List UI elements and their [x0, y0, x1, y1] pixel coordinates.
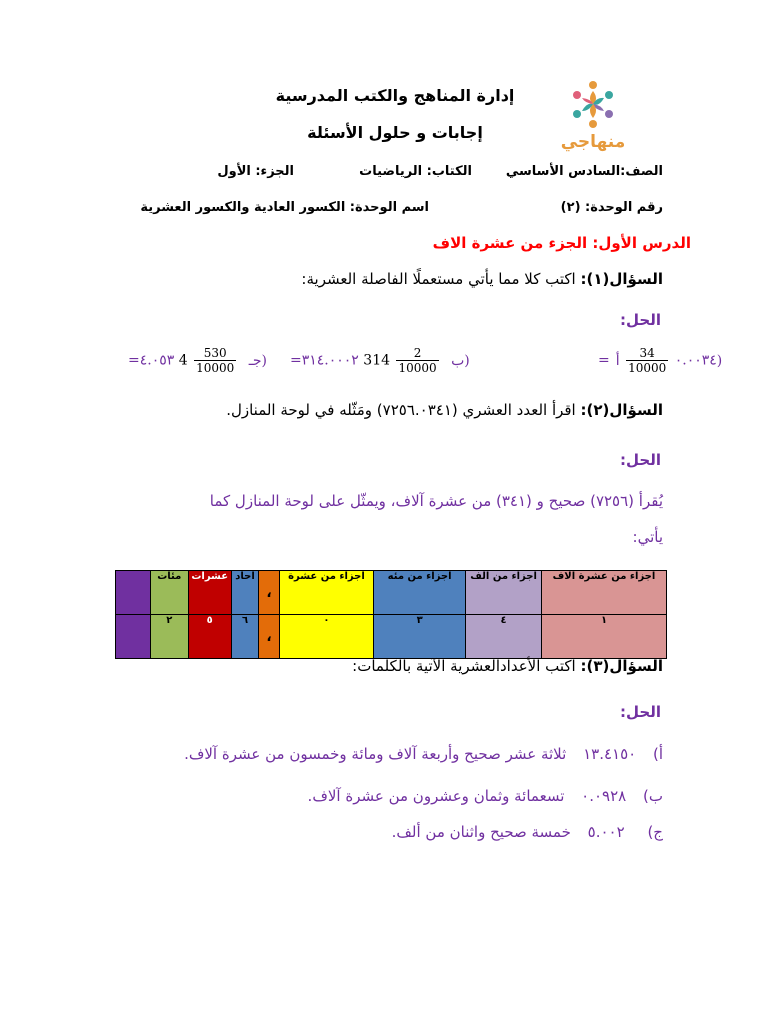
unit-number: رقم الوحدة: (٢) [560, 200, 663, 215]
q1-c-whole: 4 [178, 352, 188, 369]
q3-a-number: ١٣.٤١٥٠ [583, 745, 637, 763]
pv-header-0 [116, 571, 151, 615]
q3-item-a [184, 745, 663, 763]
logo [560, 78, 626, 154]
grade-label: الصف:السادس الأساسي [505, 164, 663, 179]
place-value-value-row [116, 615, 667, 659]
q3-b-number: ٠.٠٩٢٨ [581, 787, 627, 805]
question-1-label: السؤال(١): [580, 270, 663, 288]
header-subtitle: إجابات و حلول الأسئلة [307, 123, 483, 142]
q1-b-numerator: 2 [413, 346, 422, 360]
question-3 [352, 657, 663, 675]
pv-value-ones: ٦ [231, 615, 259, 659]
q3-item-b [308, 787, 663, 805]
q1-a-letter: أ) [615, 352, 723, 369]
q2-answer-line-2: يأتي: [632, 528, 663, 546]
q1-b-result: =٣١٤.٠٠٠٢ [290, 352, 359, 369]
q3-a-words: ثلاثة عشر صحيح وأربعة آلاف ومائة وخمسون من عشرة آلاف. [184, 745, 567, 763]
pv-value-ten-thousandths: ١ [541, 615, 666, 659]
q3-item-c [392, 823, 663, 841]
pv-value-tens: ٥ [188, 615, 231, 659]
pv-header-ones: احاد [231, 571, 259, 615]
pv-value-hundreds: ٢ [150, 615, 188, 659]
pv-value-tenths: ٠ [279, 615, 373, 659]
q2-solution-label: الحل: [620, 451, 661, 469]
q1-a-result: =٠.٠٠٣٤ [598, 352, 717, 369]
pv-header-hundredths: اجزاء من مئه [374, 571, 466, 615]
pv-header-decimal: ، [259, 571, 279, 615]
q1-b-denominator: 10000 [398, 361, 437, 375]
q2-answer-line-1: يُقرأ (٧٢٥٦) صحيح و (٣٤١) من عشرة آلاف، ويمثّل على لوحة المنازل كما [209, 492, 663, 510]
question-3-text: اكتب الأعدادالعشرية الآتية بالكلمات: [352, 657, 576, 675]
q1-c-result: =٤.٠٥٣ [128, 352, 175, 369]
q3-b-letter: ب) [643, 787, 663, 805]
unit-name: اسم الوحدة: الكسور العادية والكسور العشرية [140, 200, 429, 215]
q1-c-numerator: 530 [203, 346, 227, 360]
q3-b-words: تسعمائة وثمان وعشرون من عشرة آلاف. [307, 787, 565, 805]
q1-b-fraction [396, 346, 438, 375]
question-1 [301, 270, 663, 288]
part-label: الجزء: الأول [217, 164, 294, 179]
logo-text: منهاجي [560, 132, 626, 152]
place-value-header-row [116, 571, 667, 615]
q1-a-fraction [626, 346, 668, 375]
pv-value-0 [116, 615, 151, 659]
question-2-label: السؤال(٢): [580, 401, 663, 419]
question-1-text: اكتب كلا مما يأتي مستعملًا الفاصلة العشرية: [301, 270, 576, 288]
pv-header-tens: عشرات [188, 571, 231, 615]
pv-value-decimal: ، [259, 615, 279, 659]
q3-solution-label: الحل: [620, 703, 661, 721]
q1-b-whole: 314 [363, 352, 391, 369]
book-label: الكتاب: الرياضيات [359, 164, 472, 179]
lesson-title: الدرس الأول: الجزء من عشرة الاف [432, 234, 691, 252]
logo-flower-icon [560, 78, 626, 130]
pv-value-thousandths: ٤ [466, 615, 542, 659]
pv-header-tenths: اجزاء من عشرة [279, 571, 373, 615]
q1-c-fraction [194, 346, 236, 375]
place-value-table [115, 570, 667, 659]
q1-answer-b [290, 346, 470, 375]
question-2 [226, 401, 663, 419]
q3-a-letter: أ) [652, 745, 663, 763]
q1-a-denominator: 10000 [628, 361, 667, 375]
question-3-label: السؤال(٣): [580, 657, 663, 675]
q1-c-letter: جـ) [248, 352, 267, 369]
q1-c-denominator: 10000 [196, 361, 235, 375]
question-2-text: اقرأ العدد العشري (٧٢٥٦.٠٣٤١) ومَثّله في لوحة المنازل. [226, 401, 576, 419]
pv-header-hundreds: مئات [150, 571, 188, 615]
pv-value-hundredths: ٣ [374, 615, 466, 659]
q1-answer-a [598, 346, 722, 375]
q1-b-letter: ب) [451, 352, 470, 369]
q1-answers [120, 346, 723, 386]
header-title: إدارة المناهج والكتب المدرسية [275, 86, 515, 105]
q1-a-numerator: 34 [639, 346, 655, 360]
q3-c-letter: ج) [647, 823, 663, 841]
q3-c-words: خمسة صحيح واثنان من ألف. [391, 823, 571, 841]
q1-solution-label: الحل: [620, 311, 661, 329]
pv-header-thousandths: اجزاء من الف [466, 571, 542, 615]
q3-c-number: ٥.٠٠٢ [587, 823, 625, 841]
pv-header-ten-thousandths: اجزاء من عشرة الاف [541, 571, 666, 615]
q1-answer-c [128, 346, 267, 375]
